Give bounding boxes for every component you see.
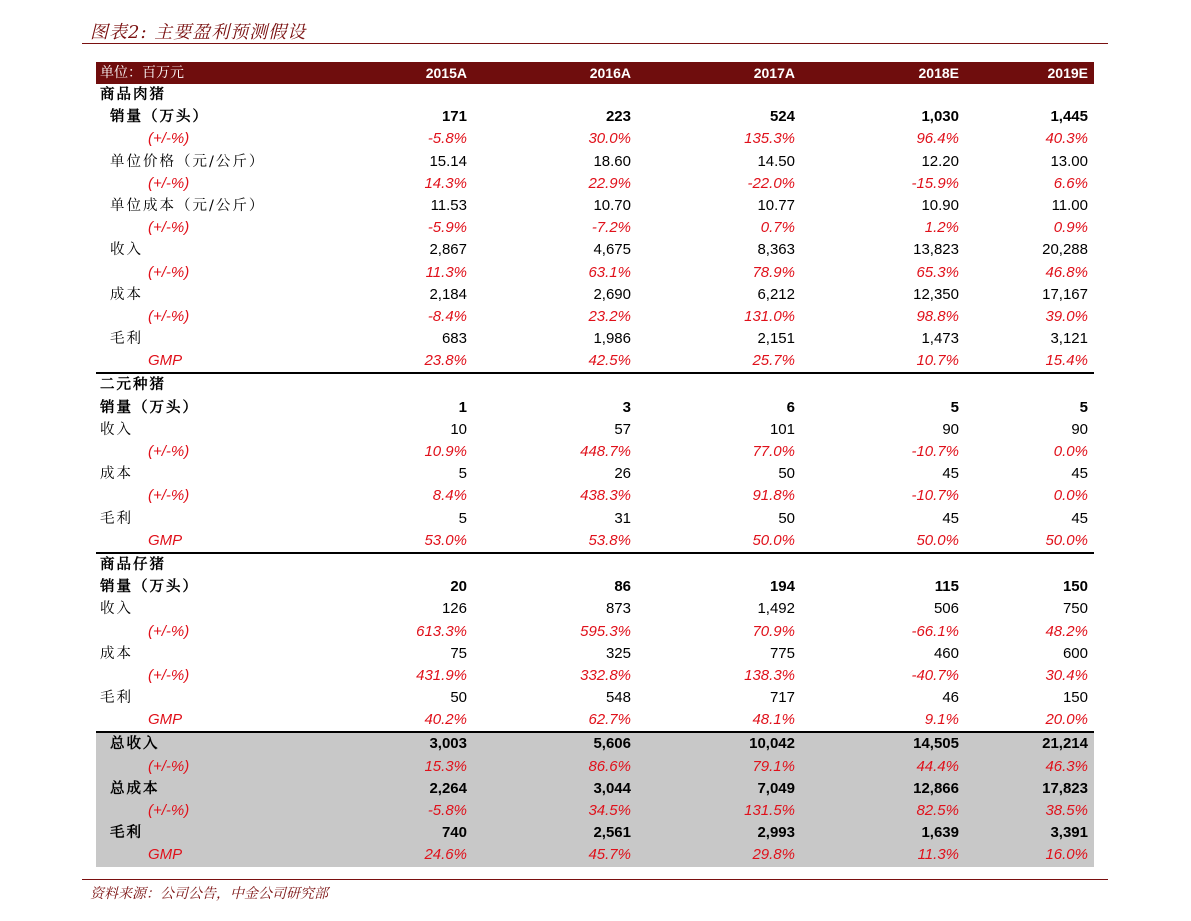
table-cell: 50.0% — [752, 531, 795, 549]
row-label: (+/-%) — [148, 757, 190, 775]
table-body — [96, 84, 1094, 867]
row-label: 二元种猪 — [100, 377, 166, 394]
row-label: 成本 — [100, 466, 133, 483]
table-cell: 1 — [458, 398, 467, 416]
table-cell: 63.1% — [588, 263, 631, 281]
section-heading-row — [96, 554, 1094, 576]
table-cell — [801, 554, 965, 576]
table-row — [96, 800, 1094, 822]
table-cell: 31 — [614, 509, 631, 527]
table-row — [96, 844, 1094, 866]
table-cell: 53.0% — [424, 531, 467, 549]
table-cell: 2,867 — [429, 241, 467, 259]
table-row — [96, 284, 1094, 306]
table-cell: 171 — [441, 108, 467, 126]
row-label: 毛利 — [110, 825, 143, 842]
table-header-row — [96, 62, 1094, 84]
table-cell: 3,121 — [1050, 330, 1088, 348]
table-cell: 325 — [605, 644, 631, 662]
table-cell: 29.8% — [752, 846, 795, 864]
table-cell: 6,212 — [757, 285, 795, 303]
table-cell: 48.2% — [1045, 622, 1088, 640]
table-cell: 1,986 — [593, 330, 631, 348]
table-cell — [473, 84, 637, 106]
table-cell: 25.7% — [752, 352, 795, 370]
section-heading-row — [96, 374, 1094, 396]
table-row — [96, 665, 1094, 687]
table-cell — [637, 374, 801, 396]
table-cell: 8.4% — [432, 487, 467, 505]
table-cell: 126 — [441, 600, 467, 618]
table-row — [96, 151, 1094, 173]
table-cell: 12,866 — [913, 779, 959, 797]
table-cell: 138.3% — [744, 666, 795, 684]
table-cell: 101 — [769, 420, 795, 438]
year-header: 2017A — [753, 65, 795, 81]
table-cell — [473, 374, 637, 396]
table-cell: 50 — [450, 689, 467, 707]
table-cell: 600 — [1062, 644, 1088, 662]
table-cell: 194 — [769, 578, 795, 596]
table-cell: 0.0% — [1053, 487, 1088, 505]
table-section — [96, 733, 1094, 866]
table-cell: 1,445 — [1050, 108, 1088, 126]
table-row — [96, 350, 1094, 374]
table-cell — [318, 374, 473, 396]
table-cell: -10.7% — [911, 443, 959, 460]
table-cell: 11.3% — [917, 846, 959, 864]
row-label: 单位价格（元/公斤） — [110, 153, 266, 170]
table-cell: 775 — [769, 644, 795, 662]
table-cell — [318, 554, 473, 576]
row-label: GMP — [148, 531, 183, 549]
row-label: 销量（万头） — [110, 109, 209, 126]
table-cell: 24.6% — [424, 846, 467, 864]
table-cell: 45.7% — [588, 846, 631, 864]
row-label: 成本 — [100, 645, 133, 662]
unit-label: 单位：百万元 — [100, 65, 184, 81]
top-rule — [82, 43, 1108, 44]
table-cell — [318, 84, 473, 106]
figure-title: 图表2: 主要盈利预测假设 — [90, 22, 307, 43]
table-cell: 5 — [950, 398, 959, 416]
row-label: 单位成本（元/公斤） — [110, 197, 266, 214]
row-label: 毛利 — [100, 510, 133, 527]
table-cell: 50 — [778, 509, 795, 527]
table-cell: 1,639 — [921, 824, 959, 842]
table-cell: 70.9% — [752, 622, 795, 640]
table-cell: 3,391 — [1050, 824, 1088, 842]
table-cell: 22.9% — [588, 174, 631, 192]
table-cell: 18.60 — [593, 152, 631, 170]
table-row — [96, 530, 1094, 554]
table-cell: 150 — [1062, 578, 1088, 596]
table-cell: 4,675 — [593, 241, 631, 259]
table-cell: 150 — [1062, 689, 1088, 707]
table-cell: 45 — [1071, 509, 1088, 527]
row-label: 商品仔猪 — [100, 556, 166, 573]
table-row — [96, 262, 1094, 284]
table-section — [96, 554, 1094, 734]
table-cell: 524 — [769, 108, 795, 126]
table-cell: -5.9% — [427, 219, 467, 237]
row-label: GMP — [148, 846, 183, 864]
row-label: (+/-%) — [148, 130, 190, 148]
row-label: 毛利 — [100, 690, 133, 707]
table-cell: 3,044 — [593, 779, 631, 797]
table-cell: 11.3% — [425, 263, 467, 281]
table-cell: 96.4% — [916, 130, 959, 148]
table-row — [96, 419, 1094, 441]
table-cell: 90 — [942, 420, 959, 438]
table-cell: 45 — [942, 509, 959, 527]
table-cell: 135.3% — [744, 130, 795, 148]
year-header: 2016A — [589, 65, 631, 81]
row-label: 成本 — [110, 286, 143, 303]
table-cell: 40.3% — [1045, 130, 1088, 148]
row-label: GMP — [148, 711, 183, 729]
table-row — [96, 709, 1094, 733]
table-cell: 2,151 — [757, 330, 795, 348]
table-cell — [637, 554, 801, 576]
table-cell: 44.4% — [916, 757, 959, 775]
table-row — [96, 195, 1094, 217]
table-cell: -22.0% — [747, 174, 795, 192]
table-cell: 14.3% — [424, 174, 467, 192]
table-cell: 40.2% — [424, 711, 467, 729]
table-cell: 2,993 — [757, 824, 795, 842]
table-cell: 0.9% — [1053, 219, 1088, 237]
table-row — [96, 106, 1094, 128]
table-cell — [965, 374, 1094, 396]
table-cell: 15.14 — [429, 152, 467, 170]
table-cell: 78.9% — [752, 263, 795, 281]
table-row — [96, 328, 1094, 350]
row-label: 收入 — [100, 421, 133, 438]
table-cell: 21,214 — [1042, 735, 1088, 753]
row-label: (+/-%) — [148, 307, 190, 325]
table-cell: 448.7% — [580, 443, 631, 460]
table-cell: 10,042 — [749, 735, 795, 753]
table-cell: 115 — [934, 578, 959, 596]
table-cell: 0.0% — [1053, 443, 1088, 460]
row-label: GMP — [148, 352, 183, 370]
table-cell: 86.6% — [588, 757, 631, 775]
table-cell: 15.3% — [424, 757, 467, 775]
table-cell: 90 — [1071, 420, 1088, 438]
table-cell: 740 — [441, 824, 467, 842]
table-cell: -10.7% — [911, 487, 959, 505]
table-row — [96, 756, 1094, 778]
table-cell: 717 — [769, 689, 795, 707]
table-cell — [965, 84, 1094, 106]
table-row — [96, 822, 1094, 844]
table-row — [96, 576, 1094, 598]
table-cell: 14,505 — [913, 735, 959, 753]
table-row — [96, 598, 1094, 620]
table-cell: 5,606 — [593, 735, 631, 753]
table-cell: 2,184 — [429, 285, 467, 303]
forecast-table — [96, 62, 1094, 867]
table-cell: 2,561 — [593, 824, 631, 842]
table-cell: 50.0% — [1045, 531, 1088, 549]
row-label: 收入 — [110, 242, 143, 259]
table-row — [96, 643, 1094, 665]
table-cell: 45 — [942, 465, 959, 483]
table-cell: -8.4% — [427, 307, 467, 325]
table-cell: 6.6% — [1053, 174, 1088, 192]
table-cell: 50.0% — [916, 531, 959, 549]
table-cell: 98.8% — [916, 307, 959, 325]
table-cell: 5 — [1079, 398, 1088, 416]
table-cell: 79.1% — [752, 757, 795, 775]
table-cell: 1,492 — [757, 600, 795, 618]
table-cell: 3,003 — [429, 735, 467, 753]
row-label: 毛利 — [110, 331, 143, 348]
table-cell: 46.8% — [1045, 263, 1088, 281]
table-row — [96, 306, 1094, 328]
table-row — [96, 239, 1094, 261]
table-section — [96, 374, 1094, 554]
table-cell: 20 — [450, 578, 467, 596]
year-header: 2019E — [1047, 65, 1088, 81]
table-cell: 46.3% — [1045, 757, 1088, 775]
year-header: 2015A — [425, 65, 467, 81]
table-cell: 20.0% — [1045, 711, 1088, 729]
table-cell: 431.9% — [416, 666, 467, 684]
table-cell — [965, 554, 1094, 576]
table-cell: 10.90 — [921, 196, 959, 214]
table-cell: 1,473 — [921, 330, 959, 348]
table-cell: 23.2% — [588, 307, 631, 325]
table-row — [96, 173, 1094, 195]
section-heading-row — [96, 84, 1094, 106]
row-label: (+/-%) — [148, 263, 190, 281]
table-cell: 91.8% — [752, 487, 795, 505]
table-cell: 11.53 — [430, 196, 467, 214]
table-cell: 12,350 — [913, 285, 959, 303]
table-cell: 750 — [1062, 600, 1088, 618]
table-cell: 9.1% — [924, 711, 959, 729]
table-cell: 10.7% — [916, 352, 959, 370]
row-label: 总成本 — [110, 780, 160, 797]
table-cell: 1.2% — [924, 219, 959, 237]
row-label: (+/-%) — [148, 487, 190, 505]
table-cell: 30.4% — [1045, 666, 1088, 684]
table-cell: 53.8% — [588, 531, 631, 549]
table-cell: 548 — [605, 689, 631, 707]
table-cell: 10.9% — [424, 443, 467, 460]
table-cell: 613.3% — [416, 622, 467, 640]
table-cell: 65.3% — [916, 263, 959, 281]
table-cell: 46 — [942, 689, 959, 707]
table-cell: 595.3% — [580, 622, 631, 640]
table-row — [96, 733, 1094, 755]
table-row — [96, 508, 1094, 530]
table-cell: 17,167 — [1042, 285, 1088, 303]
table-cell: 82.5% — [916, 802, 959, 819]
table-cell: 13,823 — [913, 241, 959, 259]
bottom-rule — [82, 879, 1108, 880]
table-cell: -5.8% — [427, 802, 467, 819]
table-row — [96, 485, 1094, 507]
table-row — [96, 128, 1094, 150]
row-label: 商品肉猪 — [100, 87, 166, 103]
table-cell: 131.5% — [744, 802, 795, 819]
table-cell: 10.70 — [593, 196, 631, 214]
year-header: 2018E — [918, 65, 959, 81]
row-label: (+/-%) — [148, 443, 190, 460]
table-cell: 75 — [450, 644, 467, 662]
table-cell: 0.7% — [760, 219, 795, 237]
row-label: (+/-%) — [148, 622, 190, 640]
table-cell: 30.0% — [588, 130, 631, 148]
table-cell: 223 — [605, 108, 631, 126]
table-cell: 86 — [614, 578, 631, 596]
row-label: (+/-%) — [148, 174, 190, 192]
table-cell: 460 — [933, 644, 959, 662]
table-section — [96, 84, 1094, 374]
table-cell: 131.0% — [744, 307, 795, 325]
table-row — [96, 687, 1094, 709]
row-label: 收入 — [100, 601, 133, 618]
table-cell: 11.00 — [1051, 196, 1088, 214]
table-cell: 39.0% — [1045, 307, 1088, 325]
table-cell: 50 — [778, 465, 795, 483]
row-label: 总收入 — [110, 736, 160, 753]
table-cell: 5 — [458, 465, 467, 483]
table-cell: 7,049 — [757, 779, 795, 797]
table-cell: -15.9% — [911, 174, 959, 192]
row-label: (+/-%) — [148, 666, 190, 684]
table-cell: 506 — [933, 600, 959, 618]
table-cell: 6 — [786, 398, 795, 416]
table-row — [96, 217, 1094, 239]
source-note: 资料来源：公司公告，中金公司研究部 — [90, 886, 328, 902]
table-cell: 45 — [1071, 465, 1088, 483]
table-row — [96, 778, 1094, 800]
table-cell: 2,264 — [429, 779, 467, 797]
table-cell: 16.0% — [1045, 846, 1088, 864]
table-row — [96, 621, 1094, 643]
row-label: (+/-%) — [148, 219, 190, 237]
row-label: (+/-%) — [148, 802, 190, 819]
table-cell: 38.5% — [1045, 802, 1088, 819]
table-cell: 3 — [622, 398, 631, 416]
table-cell: 438.3% — [580, 487, 631, 505]
table-cell: 15.4% — [1045, 352, 1088, 370]
table-cell: 13.00 — [1050, 152, 1088, 170]
table-cell: 20,288 — [1042, 241, 1088, 259]
table-cell — [801, 374, 965, 396]
table-cell: 5 — [458, 509, 467, 527]
table-cell: 873 — [605, 600, 631, 618]
table-cell: 10.77 — [757, 196, 795, 214]
table-row — [96, 397, 1094, 419]
table-cell: 48.1% — [752, 711, 795, 729]
table-cell: 2,690 — [593, 285, 631, 303]
table-row — [96, 441, 1094, 463]
table-cell: 1,030 — [921, 108, 959, 126]
table-cell: -5.8% — [427, 130, 467, 148]
table-cell: 12.20 — [921, 152, 959, 170]
table-cell: 42.5% — [588, 352, 631, 370]
row-label: 销量（万头） — [100, 579, 199, 596]
table-cell — [801, 84, 965, 106]
table-cell: 34.5% — [588, 802, 631, 819]
table-cell: -40.7% — [911, 666, 959, 684]
table-cell: 683 — [441, 330, 467, 348]
table-cell: 26 — [614, 465, 631, 483]
table-cell: 14.50 — [757, 152, 795, 170]
table-cell — [637, 84, 801, 106]
table-row — [96, 463, 1094, 485]
table-cell: 57 — [614, 420, 631, 438]
row-label: 销量（万头） — [100, 399, 199, 416]
table-cell: 77.0% — [752, 443, 795, 460]
table-cell: -66.1% — [911, 622, 959, 640]
table-cell — [473, 554, 637, 576]
table-cell: 10 — [450, 420, 467, 438]
table-cell: 62.7% — [588, 711, 631, 729]
table-cell: 332.8% — [580, 666, 631, 684]
table-cell: 23.8% — [424, 352, 467, 370]
table-cell: -7.2% — [591, 219, 631, 237]
table-cell: 17,823 — [1042, 779, 1088, 797]
table-cell: 8,363 — [757, 241, 795, 259]
